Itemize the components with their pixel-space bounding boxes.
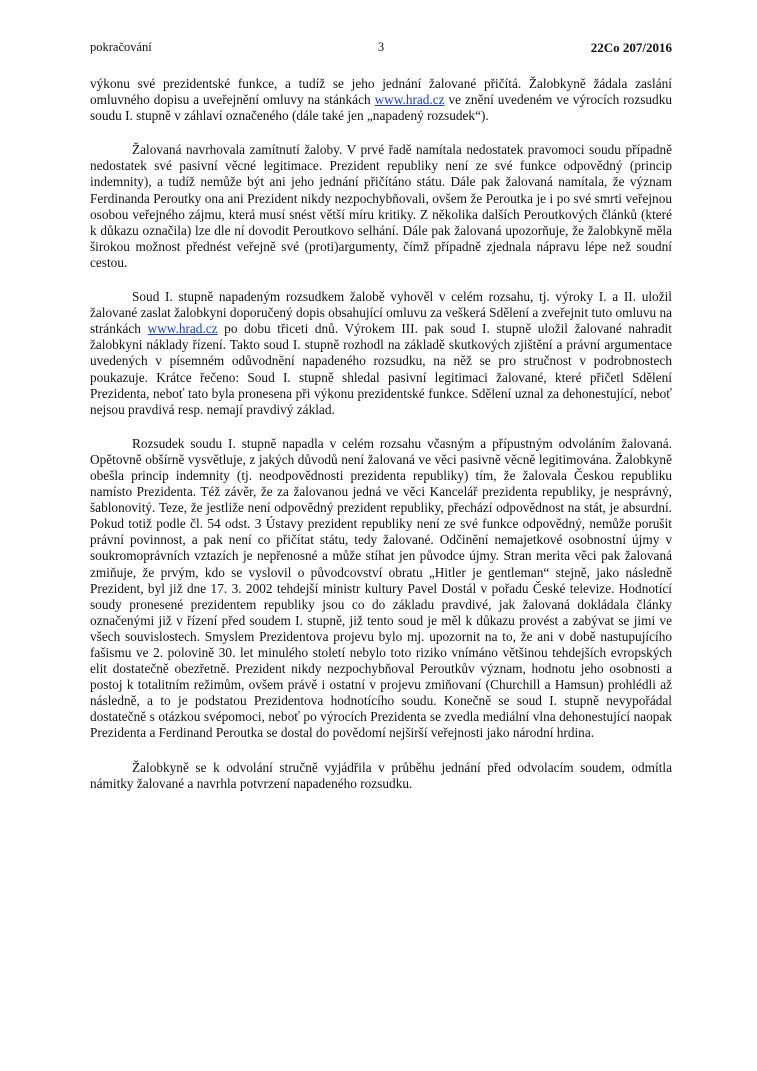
paragraph-4: Rozsudek soudu I. stupně napadla v celém rozsahu včasným a přípustným odvoláním žalovaná. Opětovně obšírně vysvětluje, z jakých důvodů není žalovaná ve věci pasivně věcně legitimována. Žalobkyně obešla princip indemnity (tj. neodpovědnosti prezidenta republiky) tím, že žalovala Českou republiku namísto Prezidenta. Též závěr, že za žalovanou jedná ve věci Kancelář prezidenta republiky, je nesprávný, šablonovitý. Teze, že jestliže není odpovědný prezident republiky, přechází odpovědnost na stát, je absurdní. Pokud totiž podle čl. 54 odst. 3 Ústavy prezident republiky není ze své funkce odpovědný, nemůže porušit právní povinnost, a pak není co přičítat státu, tedy žalované. Odčinění nemajetkové osobnostní újmy v soukromoprávních vztazích je nepřenosné a může stíhat jen původce újmy. Stran merita věci pak žalovaná zmiňuje, že prvým, kdo se vyslovil o původcovství obratu „Hitler je gentleman“ stejně, jako následně Prezident, byl již dne 17. 3. 2002 tehdejší ministr kultury Pavel Dostál v pořadu České televize. Hodnotící soudy pronesené prezidentem republiky jsou co do základu pravdivé, jak žalovaná dokládala články označenými již v řízení před soudem I. stupně, již tento soud je měl k důkazu provést a zabývat se jimi ve všech souvislostech. Smyslem Prezidentova projevu bylo mj. upozornit na to, že ani v době nastupujícího fašismu ve 2. polovině 30. let minulého století nebylo toto riziko vnímáno většinou tehdejších evropských elit dostatečně obezřetně. Prezident nikdy nezpochybňoval Peroutkův význam, hodnotu jeho osobnosti a postoj k totalitním režimům, ovšem právě i ostatní v projevu zmiňovaní (Churchill a Hamsun) prohlédli až následně, a to je podstatou Prezidentova hodnotícího soudu. Konečně se soud I. stupně nevypořádal dostatečně s otázkou svépomoci, neboť po výrocích Prezidenta se zvedla mediální vlna dehonestující naopak Prezidenta a Ferdinand Peroutka se dostal do povědomí nejširší veřejnosti jako národní hrdina. xyxy=(90,435,672,741)
page-number: 3 xyxy=(377,40,385,54)
paragraph-3 xyxy=(90,289,672,418)
hrad-link[interactable]: www.hrad.cz xyxy=(374,92,445,108)
hrad-link[interactable]: www.hrad.cz xyxy=(147,321,218,337)
paragraph-1-text-a: výkonu své prezidentské funkce, a tudíž se jeho jednání žalované přičítá. Žalobkyně žádala zaslání omluvného dopisu a uveřejnění omluvy na stánkách xyxy=(90,76,672,108)
paragraph-3-text-b: po dobu třiceti dnů. Výrokem III. pak soud I. stupně uložil žalované nahradit žalobkyni náklady řízení. Takto soud I. stupně rozhodl na základě skutkových zjištění a právní argumentace uvedených v písemném odůvodnění napadeného rozsudku, na něž se pro stručnost v podrobnostech poukazuje. Krátce řečeno: Soud I. stupně shledal pasivní legitimaci žalované, které přičetl Sdělení Prezidenta, neboť tato byla pronesena při výkonu prezidentské funkce. Sdělení uznal za dehonestující, neboť nejsou pravdivá resp. nemají pravdivý základ. xyxy=(90,321,672,417)
paragraph-1 xyxy=(90,76,672,124)
paragraph-3-text-a: Soud I. stupně napadeným rozsudkem žalobě vyhověl v celém rozsahu, tj. výroky I. a II. uložil žalované zaslat žalobkyni doporučený dopis obsahující omluvu za veškerá Sdělení a zveřejnit tuto omluvu na stránkách xyxy=(90,289,672,337)
case-number: 22Co 207/2016 xyxy=(590,40,672,55)
document-body xyxy=(90,76,672,810)
paragraph-5: Žalobkyně se k odvolání stručně vyjádřila v průběhu jednání před odvolacím soudem, odmítla námitky žalované a navrhla potvrzení napadeného rozsudku. xyxy=(90,759,672,791)
paragraph-1-text-b: ve znění uvedeném ve výrocích rozsudku soudu I. stupně v záhlaví označeného (dále také jen „napadený rozsudek“). xyxy=(90,92,673,124)
page-header xyxy=(90,40,672,58)
continuation-label: pokračování xyxy=(90,40,152,54)
paragraph-2: Žalovaná navrhovala zamítnutí žaloby. V prvé řadě namítala nedostatek pravomoci soudu případně nedostatek své pasivní věcné legitimace. Prezident republiky není ze své funkce odpovědný (princip indemnity), a tudíž nemůže být ani jeho jednání přičítáno státu. Dále pak žalovaná namítala, že význam Ferdinanda Peroutky ona ani Prezident nikdy nezpochybňovali, ovšem že Peroutka je i po své smrti veřejnou osobou veřejného zájmu, která musí snést větší míru kritiky. Z několika dalších Peroutkových článků (které k důkazu označila) lze dle ní dovodit Peroutkovo selhání. Dále pak žalovaná upozorňuje, že žalobkyně měla širokou možnost přednést veřejně své (proti)argumenty, čímž případně zjednala nápravu lépe než soudní cestou. xyxy=(90,142,672,270)
